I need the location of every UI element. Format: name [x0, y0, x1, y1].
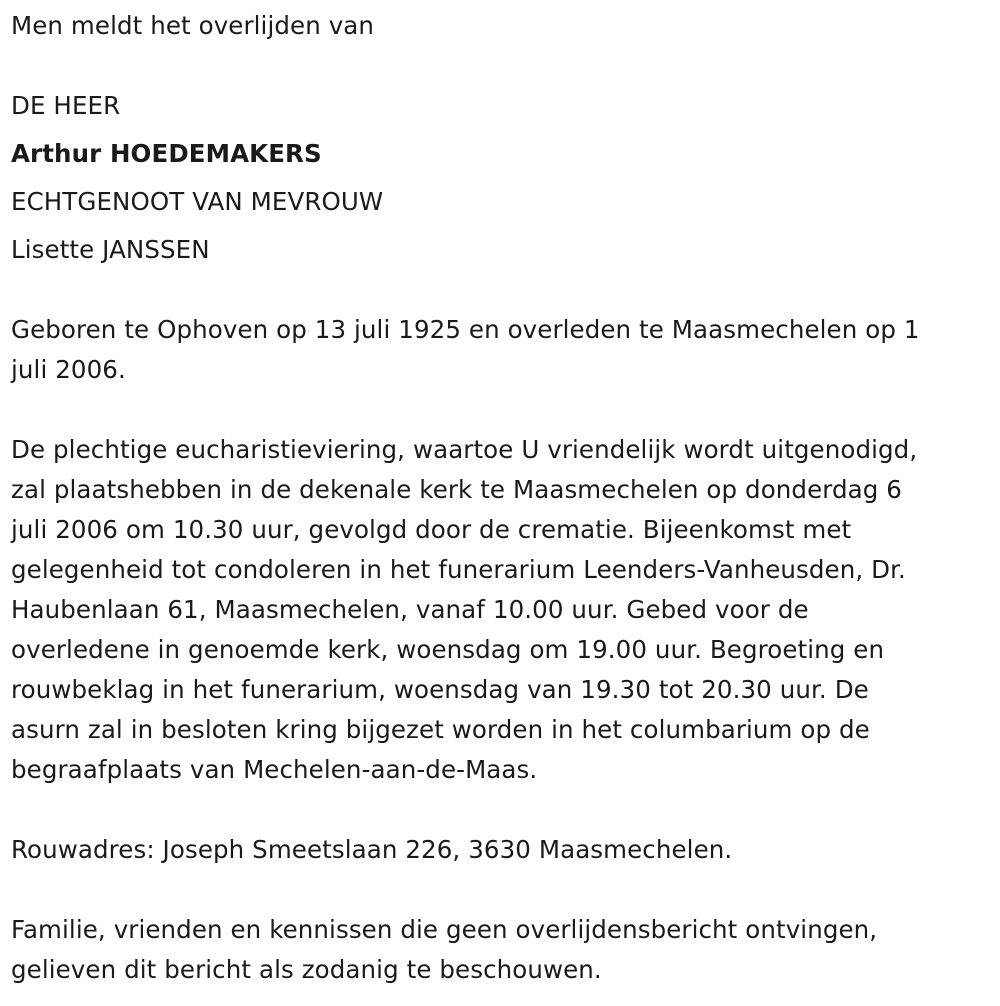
spouse-name: Lisette JANSSEN — [11, 235, 210, 264]
ceremony-paragraph — [11, 430, 986, 790]
paragraph-line: Geboren te Ophoven op 13 juli 1925 en overleden te Maasmechelen op 1 — [11, 315, 920, 344]
paragraph-line: gelieven dit bericht als zodanig te beschouwen. — [11, 955, 602, 984]
deceased-title: DE HEER — [11, 91, 121, 120]
mourning-address: Rouwadres: Joseph Smeetslaan 226, 3630 Maasmechelen. — [11, 835, 733, 864]
deceased-name: Arthur HOEDEMAKERS — [11, 139, 322, 168]
paragraph-line: gelegenheid tot condoleren in het funerarium Leenders-Vanheusden, Dr. — [11, 555, 906, 584]
paragraph-line: overledene in genoemde kerk, woensdag om 19.00 uur. Begroeting en — [11, 635, 885, 664]
paragraph-line: Familie, vrienden en kennissen die geen overlijdensbericht ontvingen, — [11, 915, 878, 944]
paragraph-line: De plechtige eucharistieviering, waartoe U vriendelijk wordt uitgenodigd, — [11, 435, 918, 464]
spouse-title: ECHTGENOOT VAN MEVROUW — [11, 187, 384, 216]
paragraph-line: zal plaatshebben in de dekenale kerk te Maasmechelen op donderdag 6 — [11, 475, 902, 504]
paragraph-line: begraafplaats van Mechelen-aan-de-Maas. — [11, 755, 538, 784]
paragraph-line: rouwbeklag in het funerarium, woensdag van 19.30 tot 20.30 uur. De — [11, 675, 869, 704]
paragraph-line: asurn zal in besloten kring bijgezet worden in het columbarium op de — [11, 715, 870, 744]
closing-paragraph — [11, 910, 986, 990]
death-notice — [11, 0, 986, 990]
paragraph-line: juli 2006. — [11, 355, 126, 384]
paragraph-line: Haubenlaan 61, Maasmechelen, vanaf 10.00 uur. Gebed voor de — [11, 595, 809, 624]
intro-text: Men meldt het overlijden van — [11, 11, 375, 40]
paragraph-line: juli 2006 om 10.30 uur, gevolgd door de crematie. Bijeenkomst met — [11, 515, 852, 544]
birth-death-paragraph — [11, 310, 986, 390]
